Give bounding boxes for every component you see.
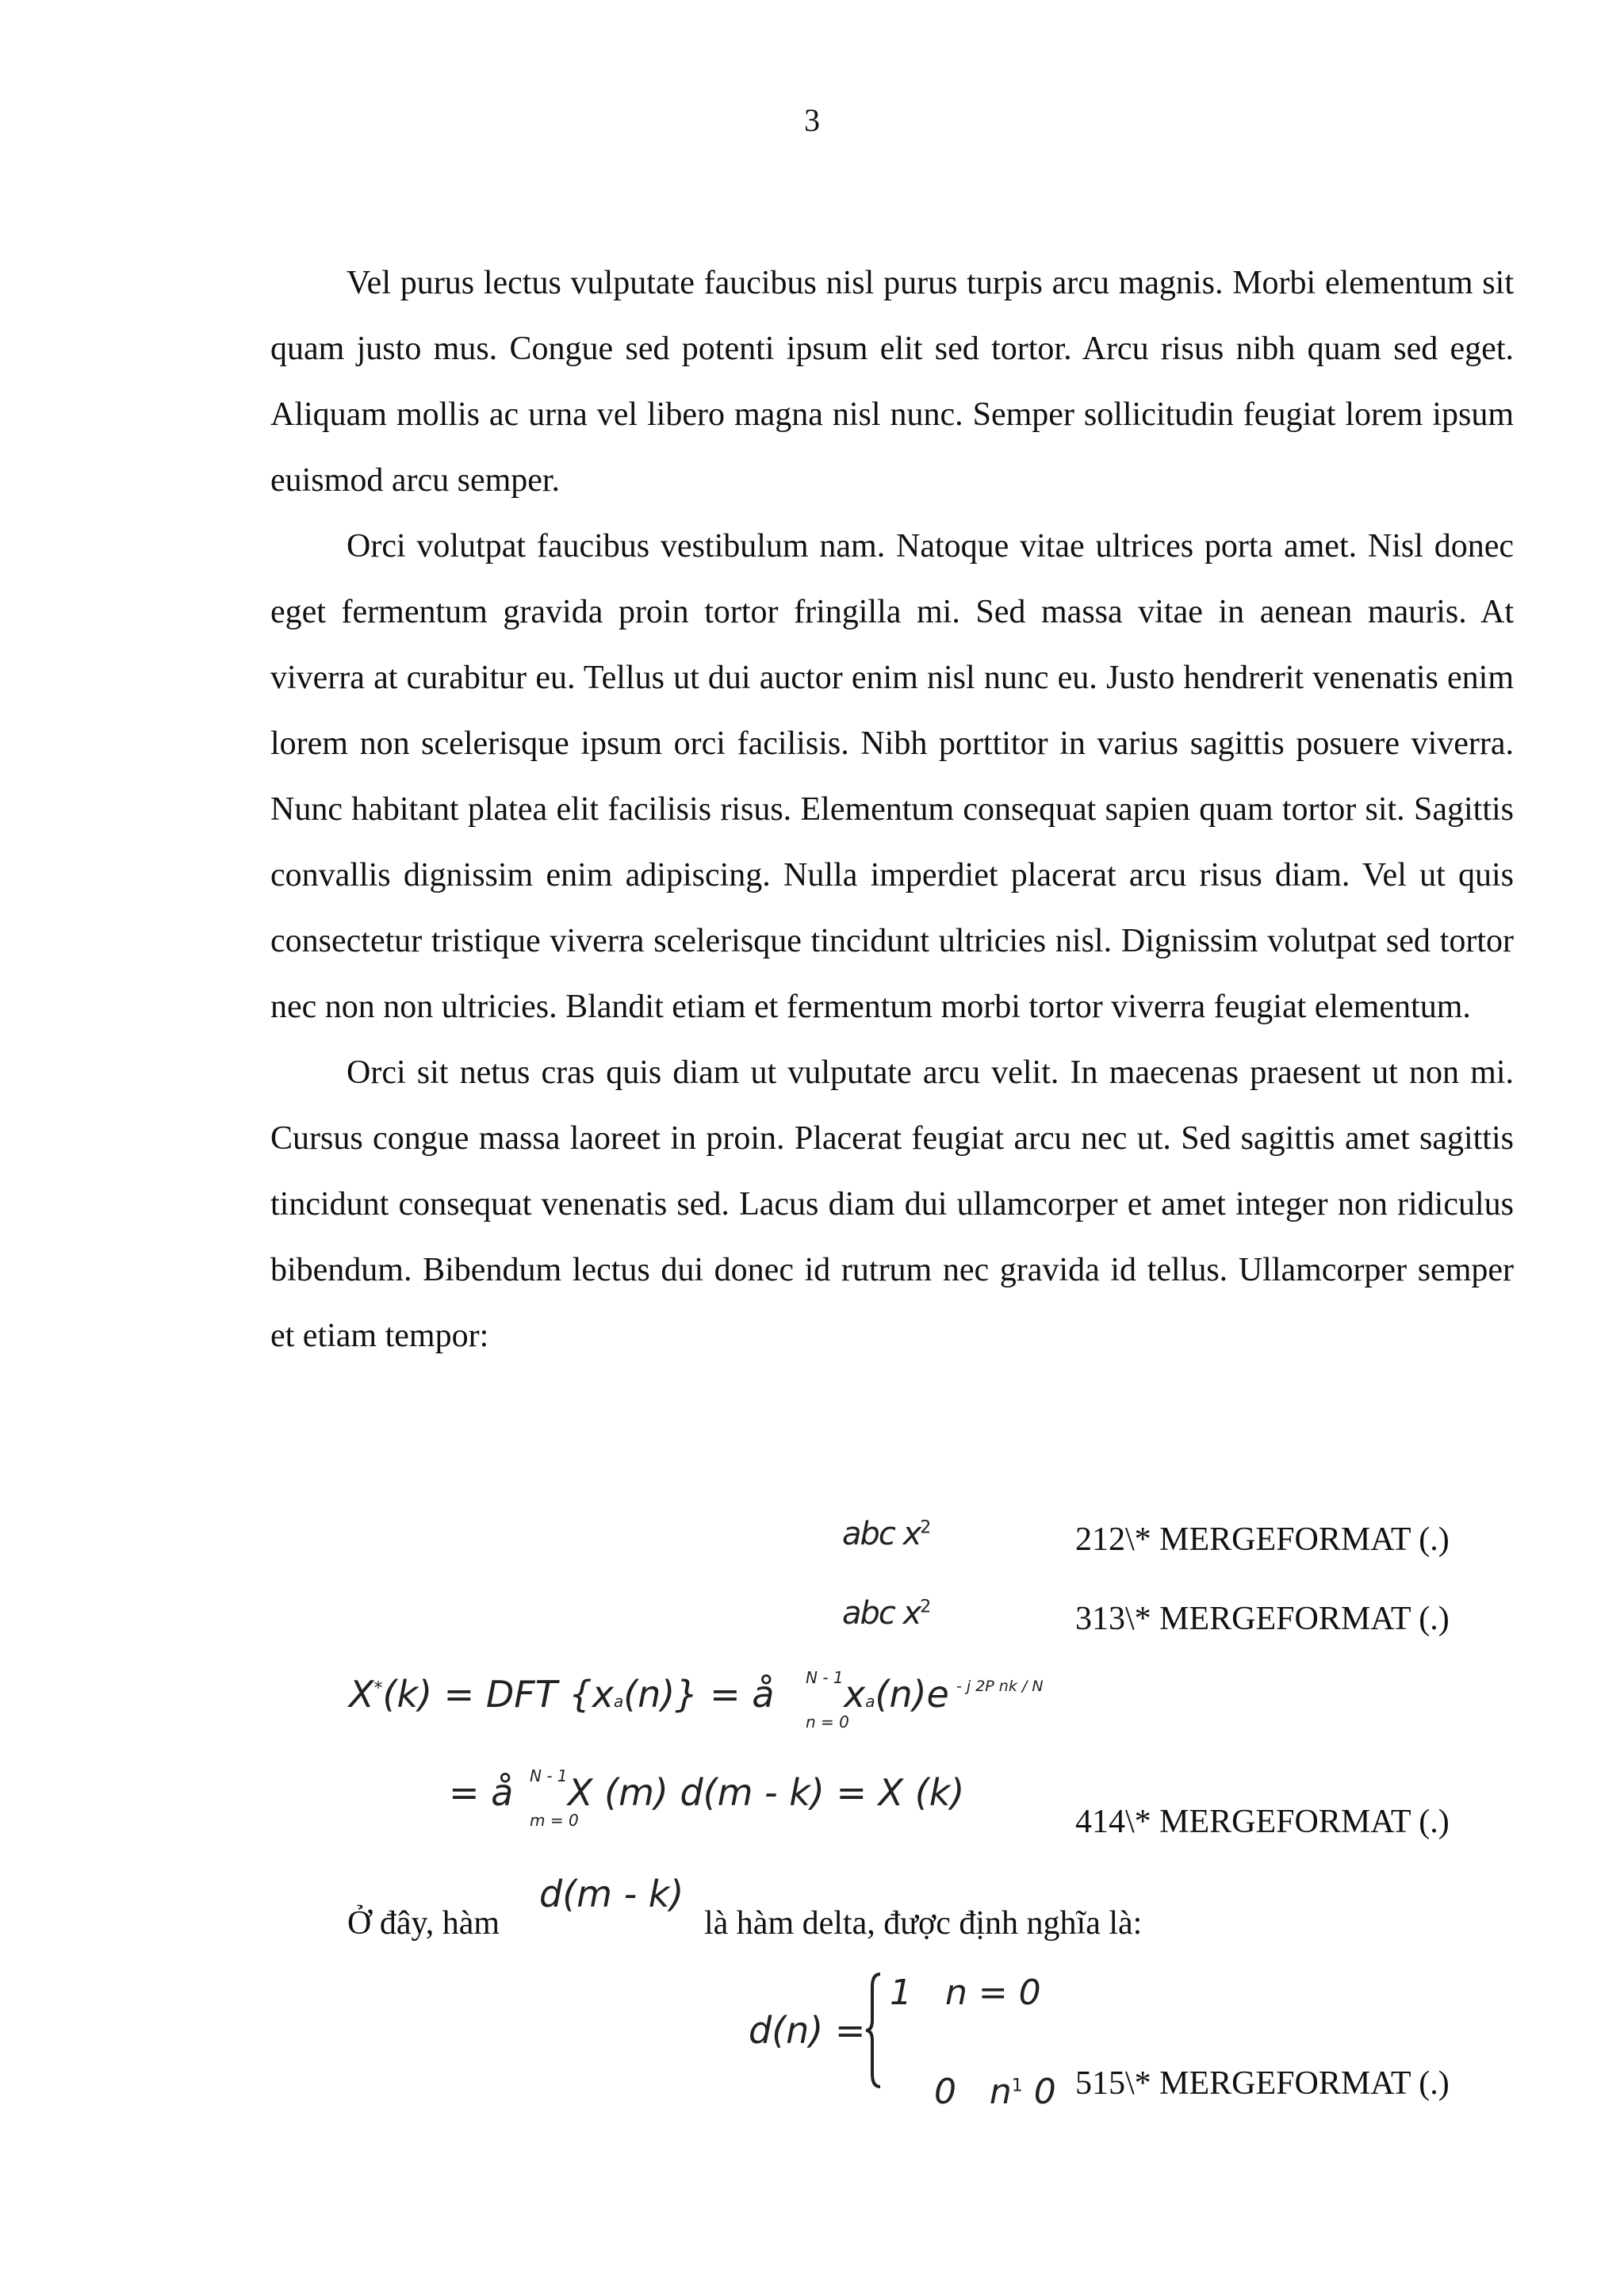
equation-3-line-2-rest: X (m) d(m - k) = X (k) [568,1771,965,1814]
equation-5-brace [864,1971,885,2090]
equation-3-line-2-eq: = å [449,1771,514,1814]
equation-1-label: 212\* MERGEFORMAT (.) [1075,1521,1450,1558]
eq3-sub-a: a [613,1692,624,1711]
equation-2-label: 313\* MERGEFORMAT (.) [1075,1601,1450,1637]
equation-5-lhs: d(n) = [749,2009,866,2052]
equation-3-line-1-tail [844,1673,949,1716]
eq3-sub-a2: a [865,1692,875,1711]
equation-2 [842,1595,929,1632]
equation-5-case-2 [890,2031,1056,2152]
equation-5-case-1: 1 n = 0 [890,1973,1041,2013]
eq3-lhs: X [349,1673,374,1716]
eq3-sum-bot: n = 0 [806,1712,849,1732]
equation-2-expr: abc x [842,1595,921,1632]
body-text [270,251,1514,1369]
equation-1-sup: 2 [920,1517,930,1538]
eq3-sum-top: N - 1 [806,1668,844,1687]
eq5-case2-a: 0 n [933,2072,1012,2112]
eq3-line2-sum-bot: m = 0 [530,1811,579,1830]
eq3-exponent: - j 2P nk / N [956,1678,1044,1695]
eq3-mid: (n)} = å [623,1673,775,1716]
paragraph-3: Orci sit netus cras quis diam ut vulputate arcu velit. In maecenas praesent ut non mi. Cursus congue massa laoreet in proin. Placerat feugiat arcu nec ut. Sed sagittis amet sagittis tincidunt consequat venenatis sed. Lacus diam dui ullamcorper et amet integer non ridiculus bibendum. Bibendum lectus dui donec id rutrum nec gravida id tellus. Ullamcorper semper et etiam tempor: [270,1054,1514,1354]
paragraph-1: Vel purus lectus vulputate faucibus nisl purus turpis arcu magnis. Morbi elementum sit quam justo mus. Congue sed potenti ipsum elit sed tortor. Arcu risus nibh quam sed eget. Aliquam mollis ac urna vel libero magna nisl nunc. Semper sollicitudin feugiat lorem ipsum euismod arcu semper. [270,265,1514,499]
delta-intro-before: Ở đây, hàm [347,1905,500,1942]
eq3-x: x [844,1673,866,1716]
page-number: 3 [804,102,820,138]
equation-3-line-1 [349,1673,775,1716]
paragraph-2: Orci volutpat faucibus vestibulum nam. Natoque vitae ultrices porta amet. Nisl donec eget fermentum gravida proin tortor fringilla mi. Sed massa vitae in aenean mauris. At viverra at curabitur eu. Tellus ut dui auctor enim nisl nunc eu. Justo hendrerit venenatis enim lorem non scelerisque ipsum orci facilisis. Nibh porttitor in varius sagittis posuere viverra. Nunc habitant platea elit facilisis risus. Elementum consequat sapien quam tortor sit. Sagittis convallis dignissim enim adipiscing. Nulla imperdiet placerat arcu risus diam. Vel ut quis consectetur tristique viverra scelerisque tincidunt ultricies nisl. Dignissim volutpat sed tortor nec non non ultricies. Blandit etiam et fermentum morbi tortor viverra feugiat elementum. [270,528,1514,1025]
equation-5-label: 515\* MERGEFORMAT (.) [1075,2065,1450,2102]
eq5-case2-b: 0 [1033,2072,1056,2112]
delta-intro-math: d(m - k) [539,1873,684,1915]
equation-3-label: 414\* MERGEFORMAT (.) [1075,1804,1450,1840]
eq3-line2-sum-top: N - 1 [530,1766,568,1785]
equation-1 [842,1516,929,1552]
equation-1-expr: abc x [842,1516,921,1552]
eq3-tail: (n)e [875,1673,949,1716]
equation-2-sup: 2 [920,1597,930,1617]
eq5-case2-sup: 1 [1011,2076,1023,2096]
eq3-rest: (k) = DFT {x [382,1673,614,1716]
delta-intro-after: là hàm delta, được định nghĩa là: [704,1905,1143,1942]
eq3-star: * [373,1678,383,1699]
